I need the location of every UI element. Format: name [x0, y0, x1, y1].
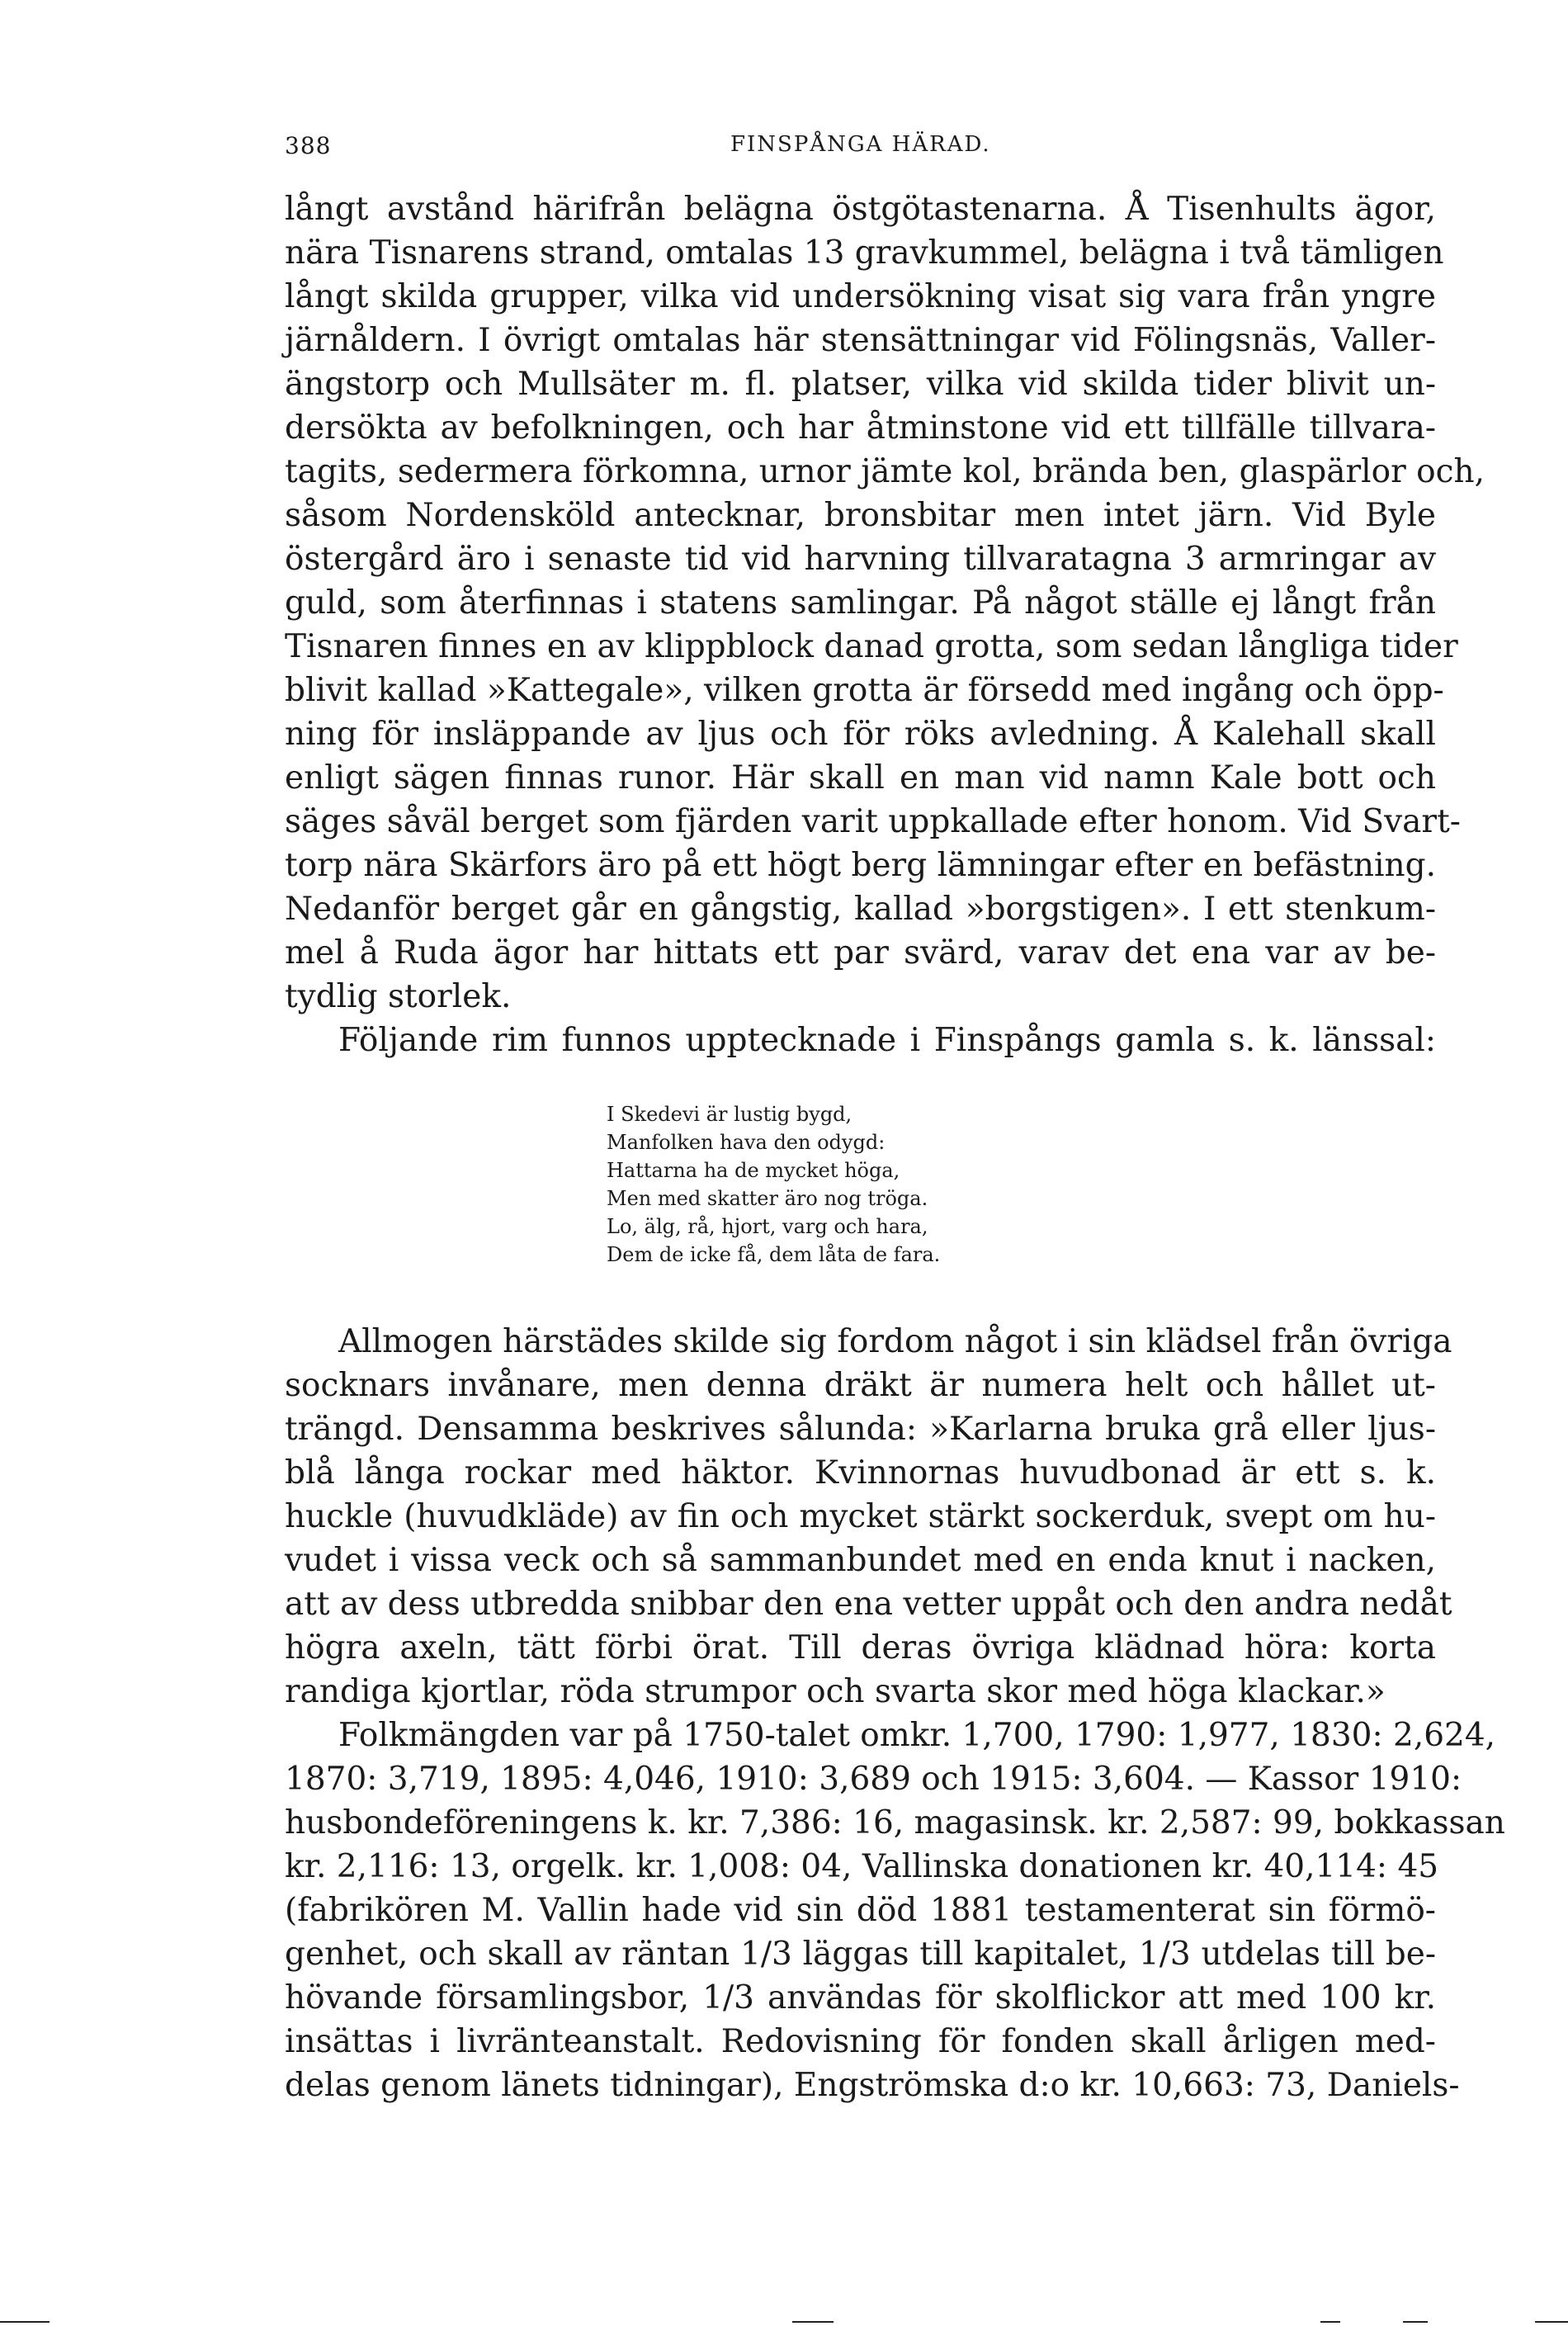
running-title: FINSPÅNGA HÄRAD.: [730, 132, 991, 157]
verse-line: Lo, älg, rå, hjort, varg och hara,: [607, 1215, 928, 1238]
text-line: högra axeln, tätt förbi örat. Till deras övriga klädnad höra: korta: [285, 1629, 1436, 1667]
verse-line: Hattarna ha de mycket höga,: [607, 1159, 900, 1182]
scan-artifact: [1403, 2321, 1428, 2323]
text-line: torp nära Skärfors äro på ett högt berg lämningar efter en befästning.: [285, 847, 1436, 884]
text-line: blivit kallad »Kattegale», vilken grotta är försedd med ingång och öpp-: [285, 672, 1444, 709]
text-line: tydlig storlek.: [285, 978, 512, 1015]
text-line: trängd. Densamma beskrives sålunda: »Karlarna bruka grå eller ljus-: [285, 1411, 1436, 1448]
text-line: socknars invånare, men denna dräkt är numera helt och hållet ut-: [285, 1367, 1436, 1404]
text-line: såsom Nordensköld antecknar, bronsbitar men intet järn. Vid Byle: [285, 497, 1436, 534]
text-line: nära Tisnarens strand, omtalas 13 gravkummel, belägna i två tämligen: [285, 234, 1444, 272]
text-line: långt skilda grupper, vilka vid undersökning visat sig vara från yngre: [285, 278, 1436, 315]
text-line: Folkmängden var på 1750-talet omkr. 1,700, 1790: 1,977, 1830: 2,624,: [338, 1717, 1496, 1754]
verse-line: Men med skatter äro nog tröga.: [607, 1187, 928, 1210]
text-line: järnåldern. I övrigt omtalas här stensättningar vid Fölingsnäs, Valler-: [285, 322, 1436, 359]
verse-line: I Skedevi är lustig bygd,: [607, 1103, 852, 1126]
scan-artifact: [1320, 2321, 1340, 2323]
verse-line: Manfolken hava den odygd:: [607, 1131, 886, 1154]
text-line: Följande rim funnos upptecknade i Finspångs gamla s. k. länssal:: [338, 1022, 1436, 1059]
text-line: kr. 2,116: 13, orgelk. kr. 1,008: 04, Vallinska donationen kr. 40,114: 45: [285, 1848, 1439, 1885]
text-line: ning för insläppande av ljus och för röks avledning. Å Kalehall skall: [285, 716, 1436, 753]
page-header: [285, 132, 1436, 165]
text-line: 1870: 3,719, 1895: 4,046, 1910: 3,689 och 1915: 3,604. — Kassor 1910:: [285, 1761, 1462, 1798]
scan-artifact: [0, 2321, 50, 2323]
text-line: tagits, sedermera förkomna, urnor jämte kol, brända ben, glaspärlor och,: [285, 453, 1485, 490]
text-line: huckle (huvudkläde) av fin och mycket stärkt sockerduk, svept om hu-: [285, 1498, 1436, 1535]
text-line: Allmogen härstädes skilde sig fordom något i sin klädsel från övriga: [338, 1323, 1452, 1360]
text-line: (fabrikören M. Vallin hade vid sin död 1881 testamenterat sin förmö-: [285, 1892, 1436, 1929]
text-line: husbondeföreningens k. kr. 7,386: 16, magasinsk. kr. 2,587: 99, bokkassan: [285, 1804, 1505, 1841]
text-line: vudet i vissa veck och så sammanbundet med en enda knut i nacken,: [285, 1542, 1436, 1579]
text-line: blå långa rockar med häktor. Kvinnornas huvudbonad är ett s. k.: [285, 1454, 1436, 1492]
text-line: insättas i livränteanstalt. Redovisning för fonden skall årligen med-: [285, 2023, 1436, 2060]
text-line: delas genom länets tidningar), Engströmska d:o kr. 10,663: 73, Daniels-: [285, 2067, 1460, 2104]
text-line: guld, som återfinnas i statens samlingar. På något ställe ej långt från: [285, 584, 1436, 622]
text-line: genhet, och skall av räntan 1/3 läggas till kapitalet, 1/3 utdelas till be-: [285, 1936, 1436, 1973]
text-line: ängstorp och Mullsäter m. fl. platser, vilka vid skilda tider blivit un-: [285, 366, 1436, 403]
text-line: enligt sägen finnas runor. Här skall en man vid namn Kale bott och: [285, 759, 1436, 797]
text-line: hövande församlingsbor, 1/3 användas för skolflickor att med 100 kr.: [285, 1979, 1436, 2016]
scan-artifact: [792, 2321, 834, 2323]
scan-artifact: [1535, 2321, 1568, 2323]
page-number: 388: [285, 132, 332, 159]
text-line: randiga kjortlar, röda strumpor och svarta skor med höga klackar.»: [285, 1673, 1386, 1710]
text-line: östergård äro i senaste tid vid harvning tillvaratagna 3 armringar av: [285, 541, 1436, 578]
text-line: långt avstånd härifrån belägna östgötastenarna. Å Tisenhults ägor,: [285, 191, 1436, 228]
text-line: att av dess utbredda snibbar den ena vetter uppåt och den andra nedåt: [285, 1586, 1452, 1623]
text-line: säges såväl berget som fjärden varit uppkallade efter honom. Vid Svart-: [285, 803, 1461, 840]
text-line: mel å Ruda ägor har hittats ett par svärd, varav det ena var av be-: [285, 934, 1436, 972]
verse-line: Dem de icke få, dem låta de fara.: [607, 1243, 941, 1266]
text-line: Nedanför berget går en gångstig, kallad »borgstigen». I ett stenkum-: [285, 891, 1436, 928]
text-line: dersökta av befolkningen, och har åtminstone vid ett tillfälle tillvara-: [285, 409, 1436, 447]
text-line: Tisnaren finnes en av klippblock danad grotta, som sedan långliga tider: [285, 628, 1458, 665]
